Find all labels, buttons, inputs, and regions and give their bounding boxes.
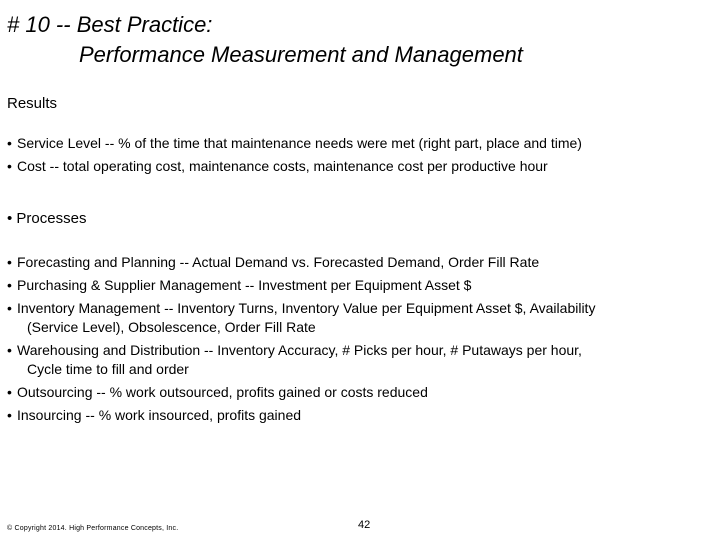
list-item-text: Insourcing -- % work insourced, profits gained — [17, 407, 302, 423]
bullet-icon: • — [7, 254, 12, 270]
results-list — [7, 134, 707, 180]
page-number: 42 — [358, 519, 371, 531]
list-item — [7, 383, 707, 402]
list-item-continuation: Cycle time to fill and order — [27, 361, 189, 377]
bullet-icon: • — [7, 158, 12, 174]
list-item-text: Cost -- total operating cost, maintenance costs, maintenance cost per productive hour — [17, 158, 548, 174]
processes-list — [7, 253, 707, 429]
list-item-text: Forecasting and Planning -- Actual Demand vs. Forecasted Demand, Order Fill Rate — [17, 254, 540, 270]
title-line-2: Performance Measurement and Management — [79, 42, 523, 67]
bullet-icon: • — [7, 342, 12, 358]
list-item — [7, 341, 707, 379]
results-heading: Results — [7, 95, 58, 112]
bullet-icon: • — [7, 300, 12, 316]
processes-heading-text: Processes — [16, 210, 87, 227]
list-item — [7, 134, 707, 153]
bullet-icon: • — [7, 277, 12, 293]
bullet-icon: • — [7, 407, 12, 423]
list-item-continuation: (Service Level), Obsolescence, Order Fill Rate — [27, 319, 316, 335]
list-item-text: Inventory Management -- Inventory Turns, Inventory Value per Equipment Asset $, Availability — [17, 300, 596, 316]
list-item-text: Outsourcing -- % work outsourced, profits gained or costs reduced — [17, 384, 428, 400]
list-item-text: Purchasing & Supplier Management -- Investment per Equipment Asset $ — [17, 277, 472, 293]
bullet-icon: • — [7, 135, 12, 151]
list-item — [7, 276, 707, 295]
copyright-notice: © Copyright 2014. High Performance Concepts, Inc. — [7, 525, 179, 532]
list-item — [7, 299, 707, 337]
list-item-text: Warehousing and Distribution -- Inventory Accuracy, # Picks per hour, # Putaways per hour, — [17, 342, 582, 358]
list-item — [7, 406, 707, 425]
slide-title — [7, 10, 523, 70]
title-line-1: # 10 -- Best Practice: — [7, 12, 213, 37]
processes-heading — [7, 210, 86, 228]
bullet-icon: • — [7, 210, 17, 227]
list-item — [7, 157, 707, 176]
bullet-icon: • — [7, 384, 12, 400]
list-item — [7, 253, 707, 272]
list-item-text: Service Level -- % of the time that maintenance needs were met (right part, place and time) — [17, 135, 582, 151]
